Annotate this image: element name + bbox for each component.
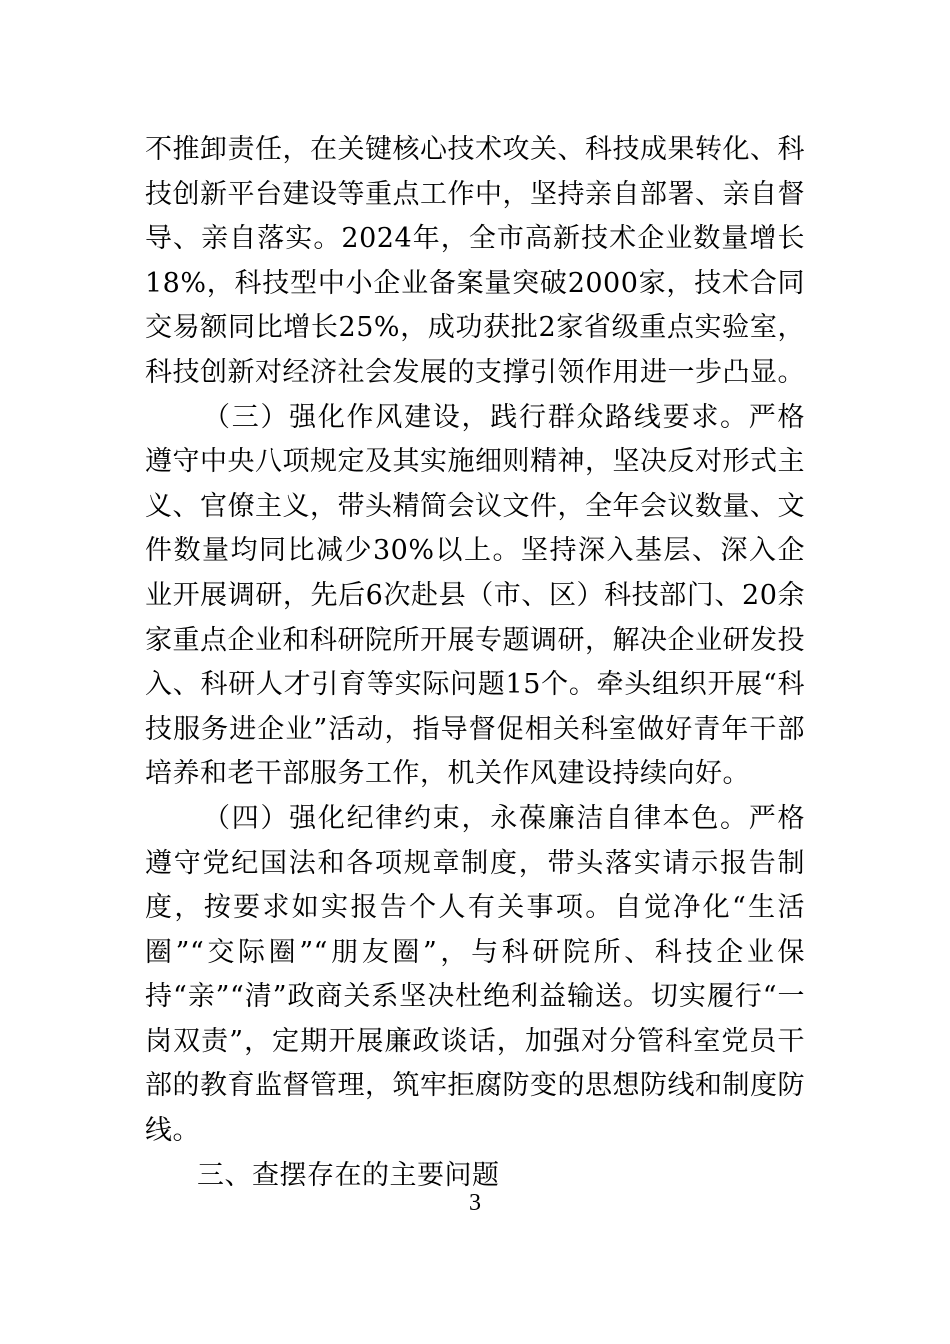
paragraph-body: 严格遵守中央八项规定及其实施细则精神，坚决反对形式主义、官僚主义，带头精简会议文件，全年会议数量、文件数量均同比减少30%以上。坚持深入基层、深入企业开展调研，先后6次赴县（市、区）科技部门、20余家重点企业和科研院所开展专题调研，解决企业研发投入、科研人才引育等实际问题15个。牵头组织开展“科技服务进企业”活动，指导督促相关科室做好青年干部培养和老干部服务工作，机关作风建设持续向好。 bbox=[145, 401, 806, 790]
paragraph-body: 严格遵守党纪国法和各项规章制度，带头落实请示报告制度，按要求如实报告个人有关事项。自觉净化“生活圈”“交际圈”“朋友圈”，与科研院所、科技企业保持“亲”“清”政商关系坚决杜绝利益输送。切实履行“一岗双责”，定期开展廉政谈话，加强对分管科室党员干部的教育监督管理，筑牢拒腐防变的思想防线和制度防线。 bbox=[145, 802, 806, 1147]
paragraph-heading: （四）强化纪律约束，永葆廉洁自律本色。 bbox=[203, 802, 749, 834]
section-heading: 三、查摆存在的主要问题 bbox=[197, 1159, 500, 1191]
page-number: 3 bbox=[469, 1190, 481, 1216]
paragraph-work-style bbox=[145, 396, 805, 797]
paragraph-discipline bbox=[145, 797, 805, 1154]
paragraph-continued bbox=[145, 128, 805, 396]
paragraph-heading: （三）强化作风建设，践行群众路线要求。 bbox=[203, 401, 749, 433]
document-page bbox=[145, 128, 805, 1198]
paragraph-body: 不推卸责任，在关键核心技术攻关、科技成果转化、科技创新平台建设等重点工作中，坚持亲自部署、亲自督导、亲自落实。2024年，全市高新技术企业数量增长18%，科技型中小企业备案量突破2000家，技术合同交易额同比增长25%，成功获批2家省级重点实验室，科技创新对经济社会发展的支撑引领作用进一步凸显。 bbox=[145, 134, 805, 388]
